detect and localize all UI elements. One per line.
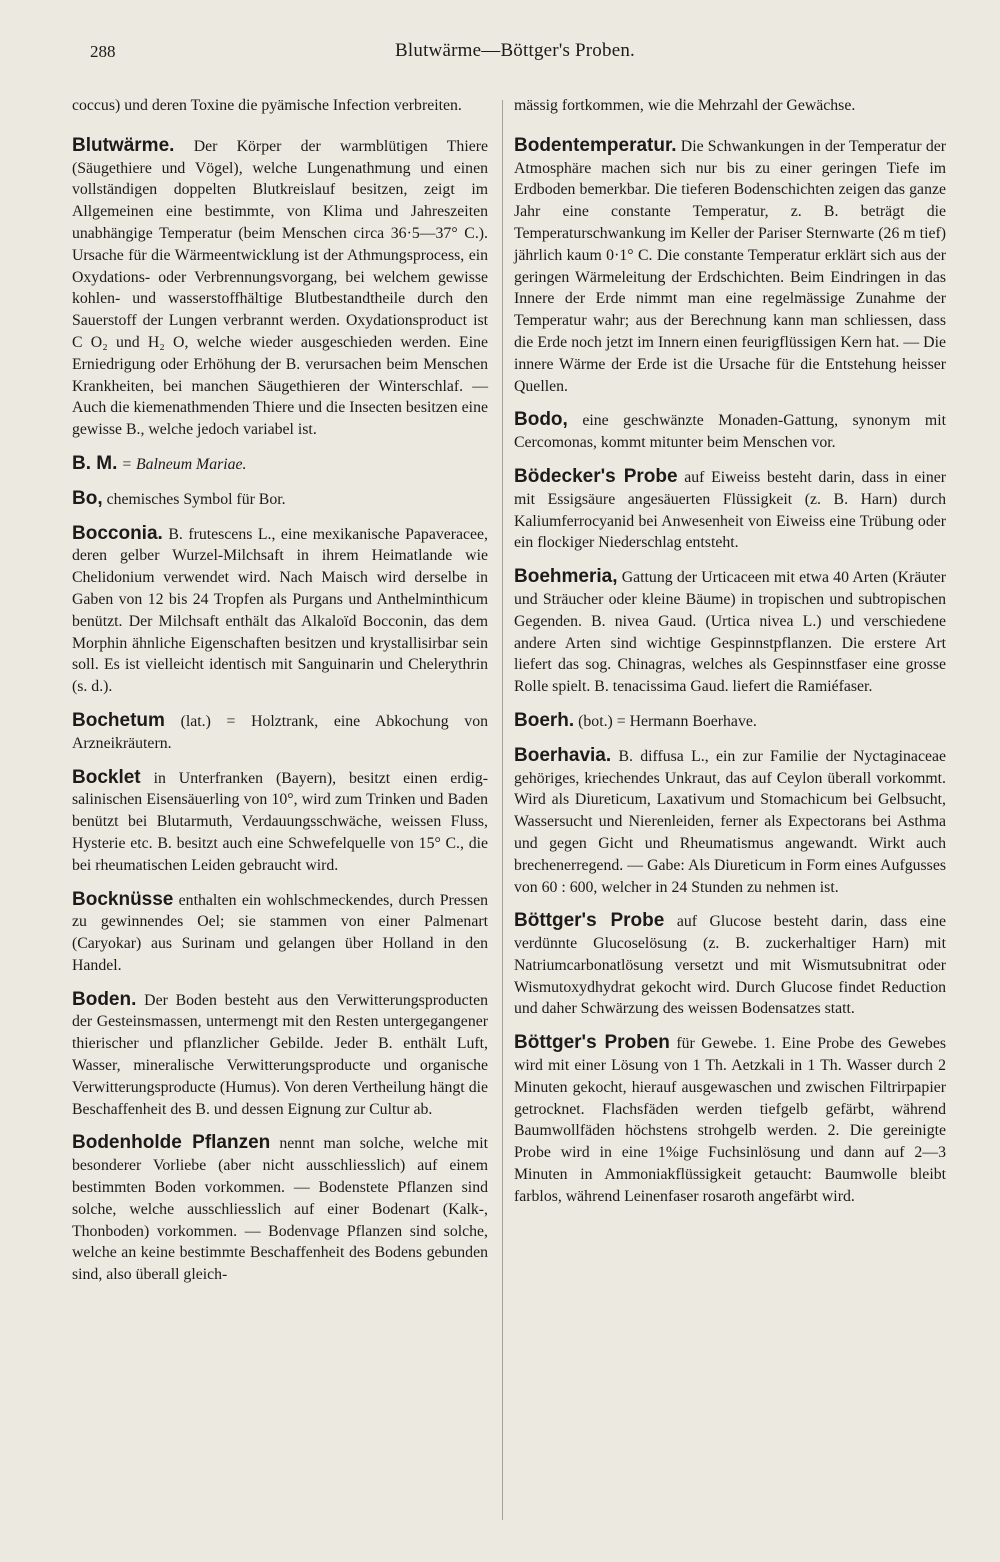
entry-text: in Unterfranken (Bayern), besitzt einen erdig-salinischen Eisensäuerling von 10°, wird zum Trinken und Baden benützt bei Blutarmuth, Verdauungsschwäche, weissen Fluss, Hysterie etc. B. besitzt auch eine Schwefelquelle von 15° C., die bei rheumatischen Leiden gebraucht wird. bbox=[72, 769, 488, 874]
entry-bocconia bbox=[72, 523, 488, 698]
entry-text: eine geschwänzte Monaden-Gattung, synonym mit Cercomonas, kommt mitunter beim Menschen vor. bbox=[514, 412, 946, 452]
entry-headword: Boerhavia. bbox=[514, 744, 612, 766]
left-column bbox=[72, 95, 488, 1298]
entry-headword: Böttger's Probe bbox=[514, 910, 665, 932]
entry-text: nennt man solche, welche mit besonderer Vorliebe (aber nicht ausschliesslich) auf einem bestimmten Boden vorkommen. — Bodenstete Pflanzen sind solche, welche ausschliesslich auf einer Bodenart (Kalk-, Thonboden) vorkommen. — Bodenvage Pflanzen sind solche, welche an keine bestimmte Beschaffenheit des Bodens gebunden sind, also überall gleich- bbox=[72, 1135, 488, 1284]
entry-headword: Boehmeria, bbox=[514, 566, 618, 588]
entry-headword: Bodentemperatur. bbox=[514, 134, 677, 156]
entry-bodentemperatur bbox=[514, 135, 946, 398]
entry-text: auf Eiweiss besteht darin, dass in einer mit Essigsäure angesäuerten Flüssigkeit (z. B. Harn) durch Kaliumferrocyanid bei Anwesenheit von Eiweiss eine Trübung oder ein flockiger Niederschlag entsteht. bbox=[514, 468, 946, 552]
entry-text: B. diffusa L., ein zur Familie der Nyctaginaceae gehöriges, kriechendes Unkraut, das auf Ceylon überall vorkommt. Wird als Diureticum, Laxativum und Stomachicum bei Gelbsucht, Wassersucht und Nierenleiden, ferner als Expectorans bei Asthma und gegen Gicht und Rheumatismus angewandt. Wirkt auch brechenerregend. — Gabe: Als Diureticum in Form eines Aufgusses von 60 : 600, welcher in 24 Stunden zu nehmen ist. bbox=[514, 747, 946, 896]
entry-headword: B. M. bbox=[72, 452, 118, 474]
entry-boehmeria bbox=[514, 566, 946, 698]
entry-boettgers-probe bbox=[514, 910, 946, 1020]
entry-headword: Blutwärme. bbox=[72, 134, 175, 156]
entry-continuation bbox=[72, 95, 488, 117]
entry-boedeckers-probe bbox=[514, 466, 946, 554]
entry-text: für Gewebe. 1. Eine Probe des Gewebes wird mit einer Lösung von 1 Th. Aetzkali in 1 Th. Wasser durch 2 Minuten gekocht, hierauf ausgewaschen und zwischen Filtrirpapier getrocknet. Flachsfäden werden tiefgelb gefärbt, während Baumwollfäden höchstens strohgelb werden. 2. Die gereinigte Probe wird in eine 1%ige Fuchsinlösung und dann auf 2—3 Minuten in Ammoniakflüssigkeit getaucht: Baumwolle bleibt farblos, während Leinenfaser rosaroth angefärbt wird. bbox=[514, 1035, 946, 1205]
entry-text: coccus) und deren Toxine die pyämische Infection verbreiten. bbox=[72, 97, 462, 114]
right-column bbox=[514, 95, 946, 1220]
entry-bodo bbox=[514, 409, 946, 454]
entry-text: (lat.) = Holztrank, eine Abkochung von Arzneikräutern. bbox=[72, 712, 489, 752]
entry-text: Gattung der Urticaceen mit etwa 40 Arten (Kräuter und Sträucher oder kleine Bäume) in tropischen und subtropischen Gegenden. B. nivea Gaud. (Urtica nivea L.) und verschiedene andere Arten sind wichtige Gespinnstpflanzen. Die erstere Art liefert das sog. Chinagras, welches als Gespinnstfaser eine grosse Rolle spielt. B. tenacissima Gaud. liefert die Ramiéfaser. bbox=[514, 569, 947, 696]
entry-bocknuesse bbox=[72, 889, 488, 977]
entry-blutwaerme bbox=[72, 135, 488, 441]
entry-text: mässig fortkommen, wie die Mehrzahl der Gewächse. bbox=[514, 97, 856, 114]
page-number: 288 bbox=[90, 42, 116, 61]
entry-text: auf Glucose besteht darin, dass eine verdünnte Glucoselösung (z. B. zuckerhaltiger Harn) mit Natriumcarbonatlösung versetzt und mit Wismutsubnitrat oder Wismutoxydhydrat gekocht wird. Durch Glucose findet Reduction und daher Schwärzung des weissen Bodensatzes statt. bbox=[514, 913, 946, 1018]
entry-headword: Boden. bbox=[72, 988, 137, 1010]
entry-text: B. frutescens L., eine mexikanische Papaveracee, deren gelber Wurzel-Milchsaft in ihrem Heimatlande wie Chelidonium verwendet wird. Nach Maisch wird derselbe in Gaben von 12 bis 24 Tropfen als Purgans und Anthelminthicum benützt. Der Milchsaft enthält das Alkaloïd Bocconin, das dem Morphin ähnliche Eigenschaften besitzen und krystallisirbar sein soll. Es ist vielleicht identisch mit Sanguinarin und Chelerythrin (s. d.). bbox=[72, 525, 488, 696]
entry-boden bbox=[72, 989, 488, 1121]
entry-headword: Bo, bbox=[72, 487, 103, 509]
entry-bodenholde-pflanzen bbox=[72, 1132, 488, 1286]
entry-text: chemisches Symbol für Bor. bbox=[106, 490, 286, 508]
entry-headword: Bödecker's Probe bbox=[514, 465, 678, 487]
entry-headword: Bocknüsse bbox=[72, 888, 174, 910]
column-divider bbox=[502, 100, 503, 1520]
entry-text: Die Schwankungen in der Temperatur der Atmosphäre machen sich nur bis zu einer geringen Tiefe im Erdboden bemerkbar. Die tieferen Bodenschichten zeigen das ganze Jahr eine constante Temperatur, z. B. beträgt die Temperaturschwankung im Keller der Pariser Sternwarte (26 m tief) jährlich kaum 0·1° C. Die constante Temperatur erklärt sich aus der geringen Wärmeleitung der Erdschichten. Beim Eindringen in das Innere der Erde nimmt man eine regelmässige Zunahme der Temperatur wahr; aus der Berechnung kann man schliessen, dass die Erde noch jetzt im Innern einen feurigflüssigen Kern hat. — Die innere Wärme der Erde ist die Ursache für die Entstehung heisser Quellen. bbox=[514, 137, 946, 395]
entry-headword: Bodo, bbox=[514, 409, 568, 431]
entry-boettgers-proben bbox=[514, 1032, 946, 1207]
entry-headword: Bodenholde Pflanzen bbox=[72, 1132, 271, 1154]
entry-bocklet bbox=[72, 767, 488, 877]
entry-b-m bbox=[72, 453, 488, 476]
entry-text: = Balneum Mariae. bbox=[121, 455, 247, 473]
running-title: Blutwärme—Böttger's Proben. bbox=[395, 40, 635, 61]
entry-headword: Boerh. bbox=[514, 709, 575, 731]
entry-text: Der Boden besteht aus den Verwitterungsproducten der Gesteinsmassen, untermengt mit den Resten untergegangener thierischer und pflanzlicher Gebilde. Jeder B. enthält Luft, Wasser, mineralische Verwitterungsproducte und organische Verwitterungsproducte (Humus). Von deren Vertheilung hängt die Beschaffenheit des B. und dessen Eignung zur Cultur ab. bbox=[72, 991, 488, 1118]
entry-headword: Bocconia. bbox=[72, 522, 163, 544]
entry-text: (bot.) = Hermann Boerhave. bbox=[578, 712, 757, 730]
entry-text: enthalten ein wohlschmeckendes, durch Pressen zu gewinnendes Oel; sie stammen von einer Palmenart (Caryokar) aus Surinam und gelangen über Holland in den Handel. bbox=[72, 891, 489, 974]
entry-headword: Böttger's Proben bbox=[514, 1032, 670, 1054]
entry-headword: Bocklet bbox=[72, 766, 141, 788]
entry-boerhavia bbox=[514, 745, 946, 899]
page-header bbox=[90, 38, 940, 72]
entry-headword: Bochetum bbox=[72, 709, 165, 731]
entry-bochetum bbox=[72, 710, 488, 755]
entry-boerh bbox=[514, 710, 946, 733]
entry-text: Der Körper der warmblütigen Thiere (Säugethiere und Vögel), welche Lungenathmung und einen vollständigen doppelten Blutkreislauf besitzen, zeigt im Allgemeinen eine bestimmte, von Klima und Jahreszeiten unabhängige Temperatur (beim Menschen circa 36·5—37° C.). Ursache für die Wärmeentwicklung ist der Athmungsprocess, ein Oxydations- oder Verbrennungsvorgang, bei welchem gewisse kohlen- und wasserstoffhältige Blutbestandtheile durch den Sauerstoff der Lungen verbrannt werden. Oxydationsproduct ist C O₂ und H₂ O, welche wieder ausgeschieden werden. Eine Erniedrigung oder Erhöhung der B. verursachen beim Menschen Krankheiten, bei manchen Säugethieren der Winterschlaf. — Auch die kiemenathmenden Thiere und die Insecten besitzen eine gewisse B., welche jedoch variabel ist. bbox=[72, 137, 488, 439]
entry-bo bbox=[72, 488, 488, 511]
entry-continuation bbox=[514, 95, 946, 117]
